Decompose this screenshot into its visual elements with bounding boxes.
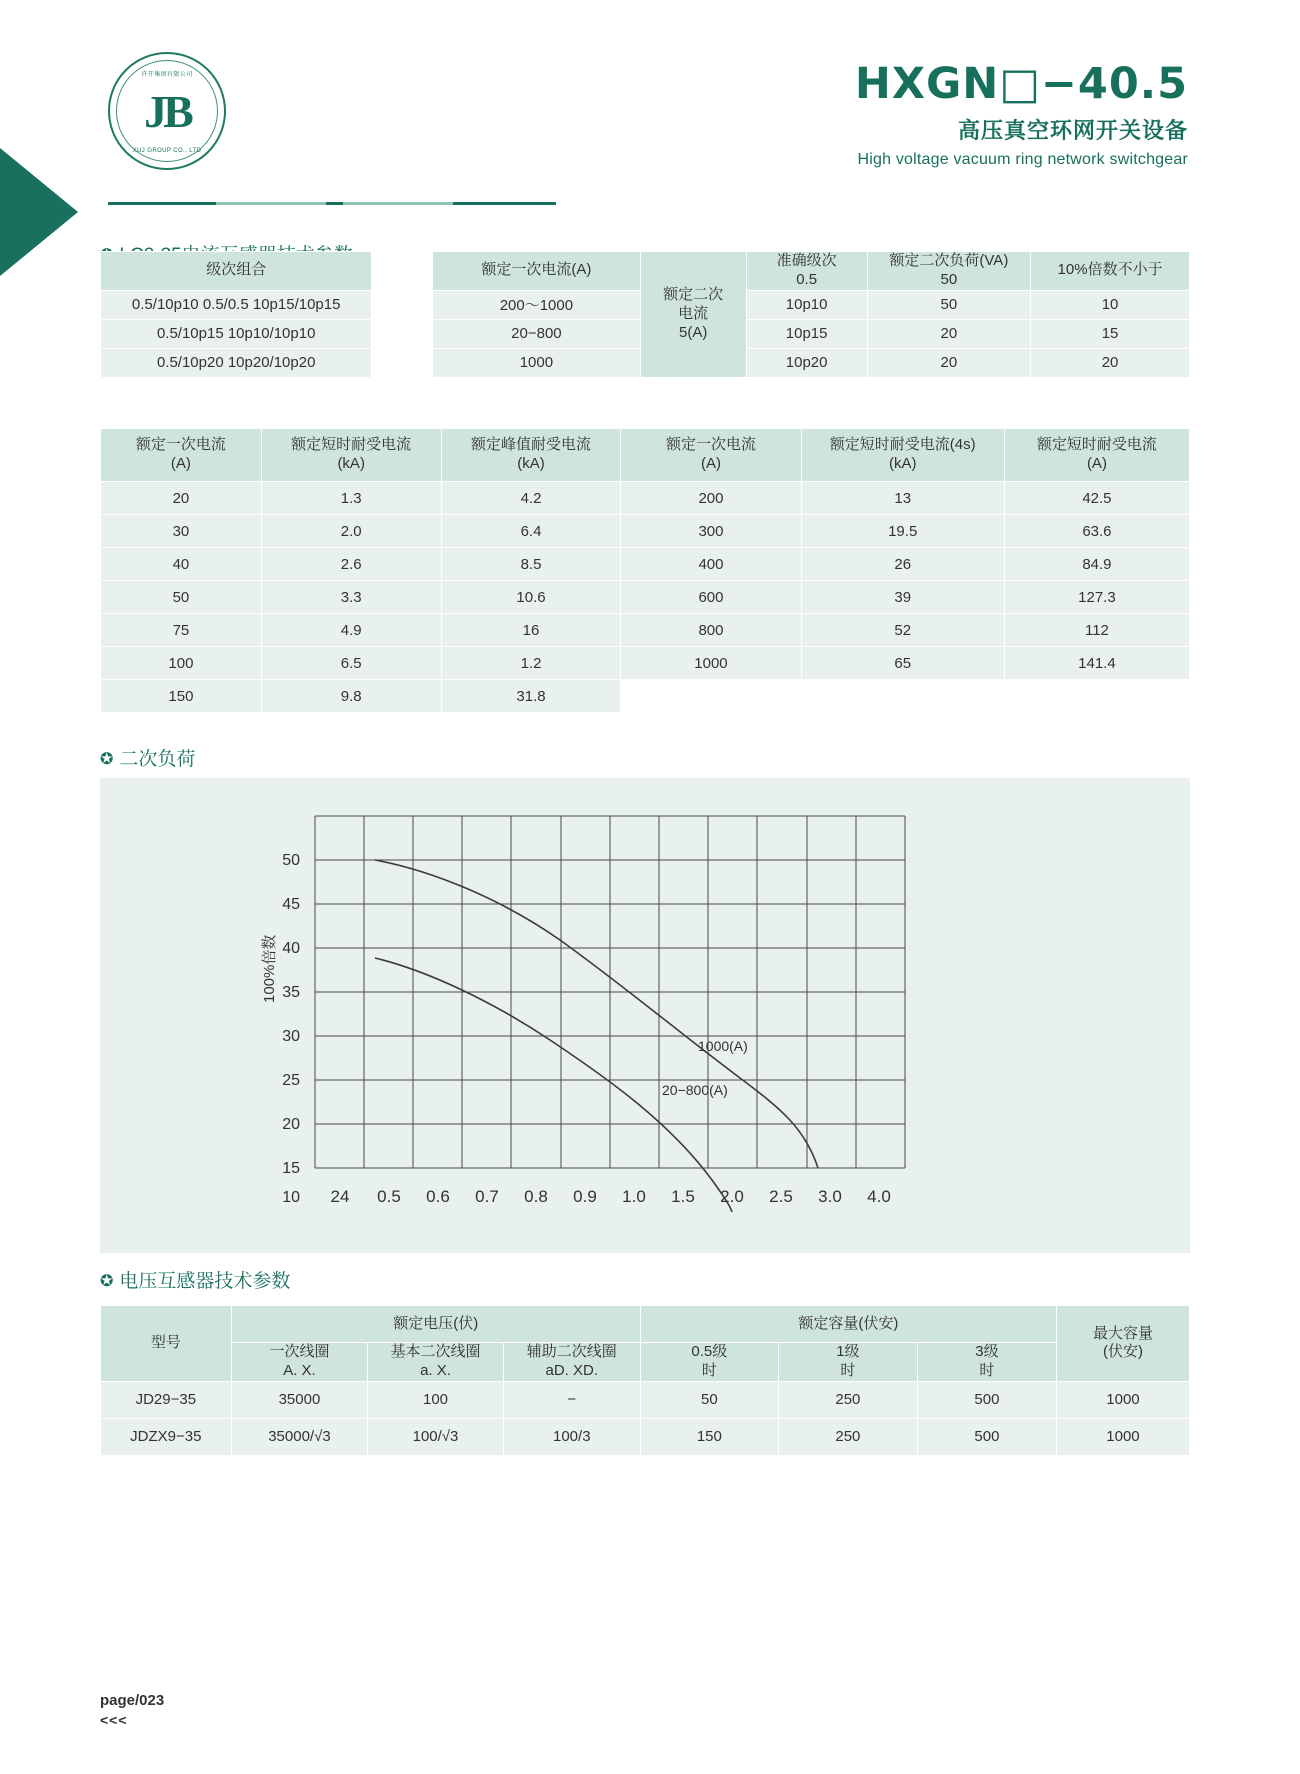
th-rated-capacity: 额定容量(伏安) <box>640 1306 1056 1343</box>
cell-burden-1: 50 <box>867 290 1031 319</box>
cell: 52 <box>801 614 1004 647</box>
header-divider <box>108 202 1190 205</box>
table-row <box>101 515 1190 548</box>
th-max-capacity-l1: 最大容量 <box>1092 1324 1153 1342</box>
svg-text:2.5: 2.5 <box>769 1187 793 1206</box>
th-grade-combo: 级次组合 <box>101 252 372 291</box>
chart-grid <box>315 816 905 1168</box>
bullet-icon: ✪ <box>100 751 114 768</box>
page-subtitle-en: High voltage vacuum ring network switchgear <box>857 151 1188 169</box>
table-row <box>101 614 1190 647</box>
th-t2-c5-l2: (kA) <box>888 455 917 472</box>
svg-text:3.0: 3.0 <box>818 1187 842 1206</box>
cell: 42.5 <box>1004 482 1189 515</box>
th-t2-c4-l2: (A) <box>700 455 721 472</box>
cell: 16 <box>441 614 621 647</box>
th-rated-secondary-l1: 额定二次 <box>663 286 724 304</box>
cell: 84.9 <box>1004 548 1189 581</box>
cell: 35000 <box>231 1381 368 1418</box>
svg-text:35: 35 <box>282 984 300 1001</box>
th-accuracy <box>746 252 867 291</box>
th-aux-secondary-coil <box>503 1343 640 1382</box>
th-t2-c1 <box>101 429 262 482</box>
header-divider-segment-2 <box>343 202 453 205</box>
th-cap-1-l2: 时 <box>840 1361 856 1379</box>
svg-text:4.0: 4.0 <box>867 1187 891 1206</box>
th-cap-05-l1: 0.5级 <box>691 1343 728 1360</box>
footer-arrows: <<< <box>100 1712 128 1728</box>
chart-y-ticks <box>282 852 300 1206</box>
page-number: page/023 <box>100 1692 165 1709</box>
logo-text-top: 许开集团有限公司 <box>141 72 193 78</box>
th-t2-c5-l1: 额定短时耐受电流(4s) <box>829 436 976 454</box>
cell: 141.4 <box>1004 647 1189 680</box>
th-t2-c2 <box>261 429 441 482</box>
cell: 65 <box>801 647 1004 680</box>
cell: 50 <box>101 581 262 614</box>
cell: 3.3 <box>261 581 441 614</box>
cell: 100 <box>368 1381 504 1418</box>
svg-text:1.0: 1.0 <box>622 1187 646 1206</box>
th-t2-c4-l1: 额定一次电流 <box>665 436 756 454</box>
th-t2-c3-l2: (kA) <box>517 455 545 472</box>
th-cap-1 <box>778 1343 917 1382</box>
th-cap-3-l1: 3级 <box>975 1343 999 1360</box>
page-header <box>0 0 1300 215</box>
section-title-secondary-load-label: 二次负荷 <box>119 749 196 770</box>
cell-accuracy-3: 10p20 <box>746 348 867 377</box>
table-row <box>101 429 1190 482</box>
cell: 30 <box>101 515 262 548</box>
cell-multiple-2: 15 <box>1031 319 1190 348</box>
cell: 20 <box>101 482 262 515</box>
cell: 1000 <box>1056 1381 1189 1418</box>
th-cap-3 <box>917 1343 1056 1382</box>
cell: 112 <box>1004 614 1189 647</box>
secondary-load-chart <box>100 778 1190 1253</box>
cell: 100/3 <box>503 1418 640 1455</box>
section-title-pt-params <box>100 1266 290 1293</box>
cell: 6.5 <box>261 647 441 680</box>
table-row <box>101 548 1190 581</box>
th-t2-c6-l1: 额定短时耐受电流 <box>1036 436 1157 454</box>
cell: 500 <box>917 1418 1056 1455</box>
ct-withstand-current-table <box>100 428 1190 713</box>
cell: − <box>503 1381 640 1418</box>
cell: 250 <box>778 1381 917 1418</box>
cell: JD29−35 <box>101 1381 232 1418</box>
cell-empty <box>621 680 801 713</box>
th-primary-coil-l1: 一次线圈 <box>269 1343 330 1360</box>
th-t2-c2-l2: (kA) <box>337 455 365 472</box>
logo-monogram: JB <box>144 85 190 137</box>
svg-text:1.5: 1.5 <box>671 1187 695 1206</box>
th-primary-coil <box>231 1343 368 1382</box>
title-block <box>854 59 1188 169</box>
svg-text:30: 30 <box>282 1028 300 1045</box>
cell: 127.3 <box>1004 581 1189 614</box>
th-rated-secondary <box>640 252 746 378</box>
cell: 150 <box>640 1418 778 1455</box>
th-t2-c2-l1: 额定短时耐受电流 <box>291 436 412 454</box>
cell: 150 <box>101 680 262 713</box>
cell: 63.6 <box>1004 515 1189 548</box>
cell: 100/√3 <box>368 1418 504 1455</box>
cell: 40 <box>101 548 262 581</box>
svg-text:40: 40 <box>282 940 300 957</box>
th-accuracy-l1: 准确级次 <box>776 252 837 269</box>
chart-x-ticks <box>331 1187 891 1206</box>
cell-empty <box>1004 680 1189 713</box>
svg-text:0.5: 0.5 <box>377 1187 401 1206</box>
cell: 4.2 <box>441 482 621 515</box>
svg-text:24: 24 <box>330 1187 350 1206</box>
th-t2-c3 <box>441 429 621 482</box>
cell: 600 <box>621 581 801 614</box>
th-accuracy-l2: 0.5 <box>796 270 818 288</box>
th-rated-secondary-l2: 电流 <box>678 304 709 322</box>
cell-primary-1: 200～1000 <box>433 290 641 319</box>
th-burden <box>867 252 1031 291</box>
cell: 2.6 <box>261 548 441 581</box>
svg-text:50: 50 <box>282 852 300 869</box>
th-t2-c3-l1: 额定峰值耐受电流 <box>470 436 591 454</box>
cell-empty <box>801 680 1004 713</box>
cell: 39 <box>801 581 1004 614</box>
ct-combination-table <box>100 251 1190 378</box>
cell: 31.8 <box>441 680 621 713</box>
th-aux-secondary-coil-l1: 辅助二次线圈 <box>526 1343 617 1360</box>
cell: 300 <box>621 515 801 548</box>
svg-text:0.9: 0.9 <box>573 1187 597 1206</box>
th-cap-05 <box>640 1343 778 1382</box>
cell: 100 <box>101 647 262 680</box>
th-rated-voltage: 额定电压(伏) <box>231 1306 640 1343</box>
cell: 1000 <box>621 647 801 680</box>
th-t2-c1-l2: (A) <box>170 455 191 472</box>
table-row <box>101 1381 1190 1418</box>
cell-burden-3: 20 <box>867 348 1031 377</box>
cell-accuracy-2: 10p15 <box>746 319 867 348</box>
th-multiple: 10%倍数不小于 <box>1031 252 1190 291</box>
chart-series-1000a-label: 1000(A) <box>698 1038 748 1054</box>
section-title-secondary-load <box>100 744 195 771</box>
cell: 1.3 <box>261 482 441 515</box>
cell: 1000 <box>1056 1418 1189 1455</box>
cell-multiple-3: 20 <box>1031 348 1190 377</box>
th-rated-secondary-l3: 5(A) <box>679 323 708 341</box>
cell: 35000/√3 <box>231 1418 368 1455</box>
table-row <box>101 1343 1190 1382</box>
th-t2-c5 <box>801 429 1004 482</box>
page-subtitle-cn: 高压真空环网开关设备 <box>957 118 1188 144</box>
cell: 6.4 <box>441 515 621 548</box>
th-t2-c6-l2: (A) <box>1086 455 1107 472</box>
table-row <box>101 482 1190 515</box>
cell-grade-combo-1: 0.5/10p10 0.5/0.5 10p15/10p15 <box>101 290 372 319</box>
spacer-cell <box>372 252 433 378</box>
svg-text:2.0: 2.0 <box>720 1187 744 1206</box>
company-logo <box>108 52 226 170</box>
table-row <box>101 252 1190 291</box>
th-basic-secondary-coil-l1: 基本二次线圈 <box>390 1343 481 1360</box>
cell: 1.2 <box>441 647 621 680</box>
th-aux-secondary-coil-l2: aD. XD. <box>545 1361 599 1379</box>
svg-text:15: 15 <box>282 1160 300 1177</box>
table-row <box>101 1306 1190 1343</box>
cell-primary-2: 20−800 <box>433 319 641 348</box>
th-model: 型号 <box>101 1306 232 1382</box>
cell: 19.5 <box>801 515 1004 548</box>
cell: 13 <box>801 482 1004 515</box>
table-row <box>101 1418 1190 1455</box>
svg-text:45: 45 <box>282 896 300 913</box>
cell: 8.5 <box>441 548 621 581</box>
chart-series-20-800a-label: 20−800(A) <box>662 1082 728 1098</box>
bullet-icon: ✪ <box>100 1273 114 1290</box>
th-primary-coil-l2: A. X. <box>283 1361 316 1379</box>
th-basic-secondary-coil-l2: a. X. <box>420 1361 451 1379</box>
th-burden-l1: 额定二次负荷(VA) <box>889 252 1009 269</box>
section-title-pt-params-label: 电压互感器技术参数 <box>119 1271 291 1292</box>
svg-text:25: 25 <box>282 1072 300 1089</box>
cell-accuracy-1: 10p10 <box>746 290 867 319</box>
svg-text:20: 20 <box>282 1116 300 1133</box>
cell: 26 <box>801 548 1004 581</box>
svg-text:0.6: 0.6 <box>426 1187 450 1206</box>
cell: 10.6 <box>441 581 621 614</box>
svg-text:0.7: 0.7 <box>475 1187 499 1206</box>
cell-multiple-1: 10 <box>1031 290 1190 319</box>
th-rated-primary: 额定一次电流(A) <box>433 252 641 291</box>
th-burden-l2: 50 <box>940 270 958 288</box>
th-basic-secondary-coil <box>368 1343 504 1382</box>
cell: 50 <box>640 1381 778 1418</box>
cell-grade-combo-2: 0.5/10p15 10p10/10p10 <box>101 319 372 348</box>
th-t2-c6 <box>1004 429 1189 482</box>
cell-primary-3: 1000 <box>433 348 641 377</box>
header-divider-segment-1 <box>216 202 326 205</box>
cell-burden-2: 20 <box>867 319 1031 348</box>
cell: 250 <box>778 1418 917 1455</box>
th-max-capacity-l2: (伏安) <box>1102 1343 1143 1361</box>
th-max-capacity <box>1056 1306 1189 1382</box>
cell: 9.8 <box>261 680 441 713</box>
cell: 2.0 <box>261 515 441 548</box>
th-cap-05-l2: 时 <box>701 1361 717 1379</box>
table-row <box>101 581 1190 614</box>
th-t2-c4 <box>621 429 801 482</box>
th-cap-3-l2: 时 <box>979 1361 995 1379</box>
cell: 75 <box>101 614 262 647</box>
cell: 500 <box>917 1381 1056 1418</box>
page-title: HXGN□−40.5 <box>854 59 1188 109</box>
svg-text:10: 10 <box>282 1189 300 1206</box>
chart-y-axis-label: 100%倍数 <box>261 934 278 1003</box>
table-row <box>101 647 1190 680</box>
cell: 400 <box>621 548 801 581</box>
cell: 4.9 <box>261 614 441 647</box>
th-cap-1-l1: 1级 <box>836 1343 860 1360</box>
chart-svg <box>100 778 1190 1253</box>
cell: 800 <box>621 614 801 647</box>
logo-text-bottom: XUJ GROUP CO., LTD <box>132 148 202 154</box>
svg-text:0.8: 0.8 <box>524 1187 548 1206</box>
header-divider-segment-3 <box>556 202 1296 205</box>
cell-grade-combo-3: 0.5/10p20 10p20/10p20 <box>101 348 372 377</box>
th-t2-c1-l1: 额定一次电流 <box>135 436 226 454</box>
cell: JDZX9−35 <box>101 1418 232 1455</box>
cell: 200 <box>621 482 801 515</box>
pt-parameters-table <box>100 1305 1190 1456</box>
table-row <box>101 680 1190 713</box>
chart-series-1000a <box>375 860 818 1168</box>
